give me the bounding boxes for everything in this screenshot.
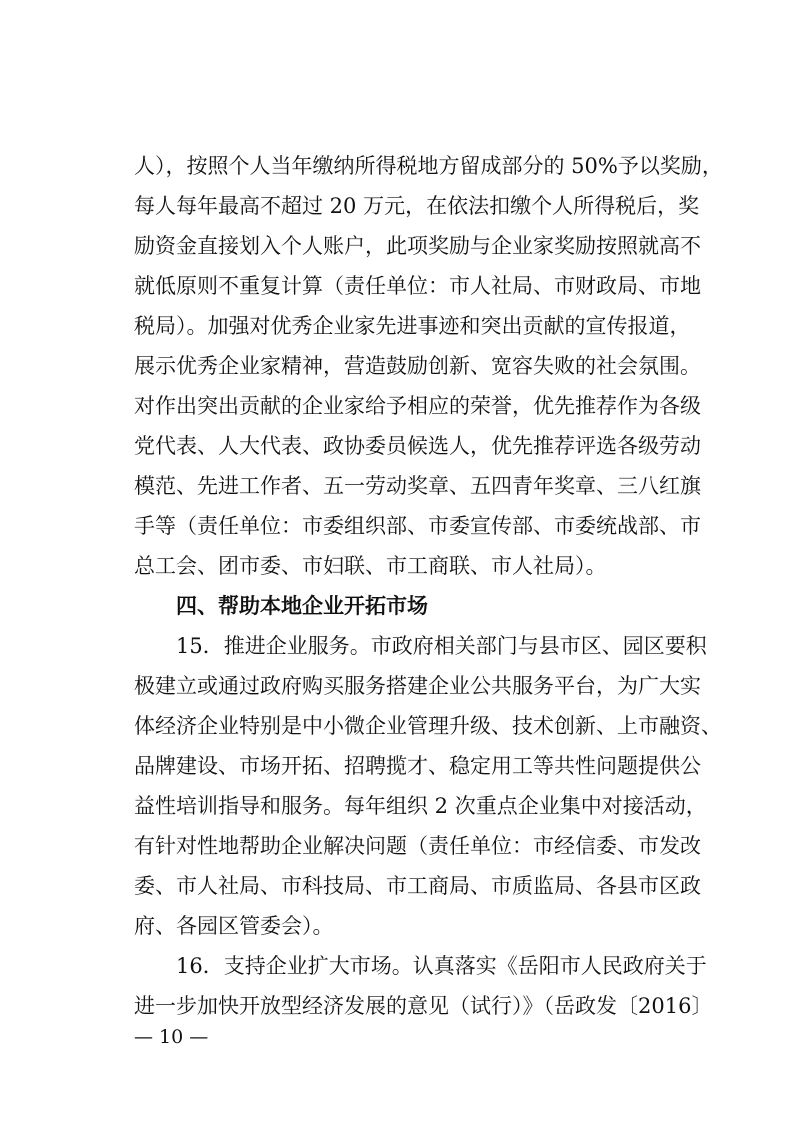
body-text-line: 党代表、人大代表、政协委员候选人，优先推荐评选各级劳动 <box>134 434 701 458</box>
body-text-line: 品牌建设、市场开拓、招聘揽才、稳定用工等共性问题提供公 <box>134 754 701 778</box>
body-text-line: 每人每年最高不超过 20 万元，在依法扣缴个人所得税后，奖 <box>134 194 700 218</box>
body-text-line: 就低原则不重复计算（责任单位：市人社局、市财政局、市地 <box>134 274 701 298</box>
body-text-line: 府、各园区管委会）。 <box>134 914 334 938</box>
body-text-line: 体经济企业特别是中小微企业管理升级、技术创新、上市融资、 <box>134 714 722 738</box>
body-text-line: 励资金直接划入个人账户，此项奖励与企业家奖励按照就高不 <box>134 234 701 258</box>
body-text-line: 进一步加快开放型经济发展的意见（试行）》（岳政发〔2016〕 <box>134 994 713 1018</box>
body-text-line: 极建立或通过政府购买服务搭建企业公共服务平台，为广大实 <box>134 674 701 698</box>
body-text-line: 16．支持企业扩大市场。认真落实《岳阳市人民政府关于 <box>176 954 707 978</box>
body-text-line: 人），按照个人当年缴纳所得税地方留成部分的 50%予以奖励， <box>134 154 723 178</box>
body-text-line: 总工会、团市委、市妇联、市工商联、市人社局）。 <box>134 554 607 578</box>
body-text-line: 模范、先进工作者、五一劳动奖章、五四青年奖章、三八红旗 <box>134 474 701 498</box>
body-text-line: 对作出突出贡献的企业家给予相应的荣誉，优先推荐作为各级 <box>134 394 701 418</box>
body-text-line: 15．推进企业服务。市政府相关部门与县市区、园区要积 <box>176 634 707 658</box>
section-heading: 四、帮助本地企业开拓市场 <box>176 594 428 618</box>
page-number: — 10 — <box>134 1026 209 1048</box>
body-text-line: 税局）。加强对优秀企业家先进事迹和突出贡献的宣传报道， <box>134 314 691 338</box>
body-text-line: 手等（责任单位：市委组织部、市委宣传部、市委统战部、市 <box>134 514 701 538</box>
body-text-line: 委、市人社局、市科技局、市工商局、市质监局、各县市区政 <box>134 874 701 898</box>
body-text-line: 有针对性地帮助企业解决问题（责任单位：市经信委、市发改 <box>134 834 701 858</box>
body-text-line: 益性培训指导和服务。每年组织 2 次重点企业集中对接活动， <box>134 794 707 818</box>
body-text-line: 展示优秀企业家精神，营造鼓励创新、宽容失败的社会氛围。 <box>134 354 701 378</box>
